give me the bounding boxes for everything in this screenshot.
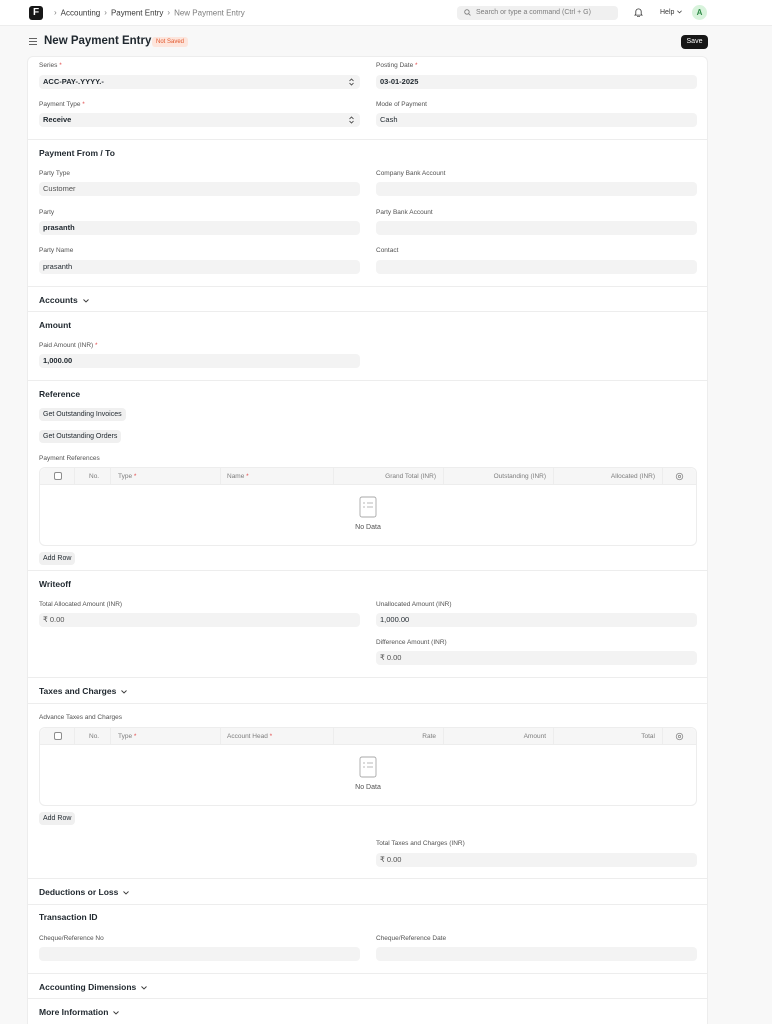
party-type-field[interactable]: Customer (39, 182, 360, 196)
paid-amount-field[interactable]: 1,000.00 (39, 354, 360, 368)
cheque-date-label: Cheque/Reference Date (376, 935, 447, 942)
difference-label: Difference Amount (INR) (376, 639, 447, 646)
payment-type-select[interactable]: Receive (39, 113, 360, 127)
section-divider (28, 904, 707, 905)
col-grand-total: Grand Total (INR) (385, 473, 436, 480)
col-no: No. (89, 473, 100, 480)
section-divider (28, 570, 707, 571)
chevron-down-icon (141, 986, 147, 990)
gear-icon[interactable] (675, 472, 684, 481)
col-total: Total (641, 733, 655, 740)
total-taxes-label: Total Taxes and Charges (INR) (376, 840, 465, 847)
get-outstanding-invoices-button[interactable]: Get Outstanding Invoices (39, 408, 126, 421)
section-divider (28, 139, 707, 140)
select-all-checkbox[interactable] (54, 732, 62, 740)
party-name-field[interactable]: prasanth (39, 260, 360, 274)
contact-label: Contact (376, 247, 399, 254)
advance-taxes-table (39, 727, 697, 806)
col-rate: Rate (422, 733, 436, 740)
breadcrumb (50, 8, 245, 17)
series-label: Series * (39, 62, 62, 69)
section-divider (28, 878, 707, 879)
company-bank-account-field[interactable] (376, 182, 697, 196)
section-divider (28, 998, 707, 999)
chevron-down-icon (121, 690, 127, 694)
breadcrumb-separator-icon: › (167, 8, 171, 18)
breadcrumb-payment-entry[interactable]: Payment Entry (110, 8, 164, 18)
breadcrumb-accounting[interactable]: Accounting (60, 8, 101, 18)
party-label: Party (39, 209, 55, 216)
party-bank-account-label: Party Bank Account (376, 209, 433, 216)
payment-references-table (39, 467, 697, 546)
payment-references-label: Payment References (39, 455, 100, 462)
search-placeholder: Search or type a command (Ctrl + G) (476, 9, 591, 16)
mode-of-payment-label: Mode of Payment (376, 101, 427, 108)
get-outstanding-orders-button[interactable]: Get Outstanding Orders (39, 430, 121, 443)
add-row-button[interactable]: Add Row (39, 552, 75, 565)
difference-field: ₹ 0.00 (376, 651, 697, 665)
breadcrumb-current: New Payment Entry (174, 8, 245, 18)
select-all-checkbox[interactable] (54, 472, 62, 480)
col-type: Type * (118, 473, 137, 480)
table-header (40, 468, 696, 485)
col-type: Type * (118, 733, 137, 740)
col-no: No. (89, 733, 100, 740)
cheque-date-field[interactable] (376, 947, 697, 961)
search-input[interactable] (457, 6, 618, 20)
section-divider (28, 677, 707, 678)
save-button[interactable]: Save (681, 35, 708, 49)
party-field[interactable]: prasanth (39, 221, 360, 235)
paid-amount-label: Paid Amount (INR) * (39, 342, 98, 349)
col-outstanding: Outstanding (INR) (493, 473, 546, 480)
unallocated-field: 1,000.00 (376, 613, 697, 627)
empty-table-icon (359, 496, 377, 518)
series-select[interactable]: ACC-PAY-.YYYY.- (39, 75, 360, 89)
avatar[interactable]: A (692, 5, 707, 20)
search-icon (464, 9, 471, 16)
empty-table-icon (359, 756, 377, 778)
mode-of-payment-field[interactable]: Cash (376, 113, 697, 127)
writeoff-heading: Writeoff (39, 579, 71, 589)
help-dropdown[interactable] (660, 9, 682, 16)
transaction-id-heading: Transaction ID (39, 912, 98, 922)
col-name: Name * (227, 473, 249, 480)
navbar (0, 0, 772, 26)
form-card (27, 56, 708, 1024)
total-allocated-label: Total Allocated Amount (INR) (39, 601, 123, 608)
page-head (0, 26, 772, 56)
col-amount: Amount (523, 733, 546, 740)
section-divider (28, 286, 707, 287)
select-caret-icon (349, 78, 354, 86)
party-bank-account-field[interactable] (376, 221, 697, 235)
reference-heading: Reference (39, 389, 81, 399)
taxes-section-toggle[interactable]: Taxes and Charges (39, 686, 127, 696)
accounting-dimensions-toggle[interactable]: Accounting Dimensions (39, 982, 147, 992)
more-information-toggle[interactable]: More Information (39, 1007, 119, 1017)
app-logo[interactable]: F (29, 6, 43, 20)
company-bank-account-label: Company Bank Account (376, 170, 446, 177)
advance-taxes-label: Advance Taxes and Charges (39, 714, 122, 721)
chevron-down-icon (83, 299, 89, 303)
total-taxes-field: ₹ 0.00 (376, 853, 697, 867)
add-row-button[interactable]: Add Row (39, 812, 75, 825)
cheque-no-label: Cheque/Reference No (39, 935, 104, 942)
payment-from-to-heading: Payment From / To (39, 148, 115, 158)
payment-type-label: Payment Type * (39, 101, 85, 108)
gear-icon[interactable] (675, 732, 684, 741)
table-header (40, 728, 696, 745)
cheque-no-field[interactable] (39, 947, 360, 961)
page-title: New Payment Entry (44, 35, 152, 47)
notification-bell-icon[interactable] (634, 7, 643, 17)
unallocated-label: Unallocated Amount (INR) (376, 601, 452, 608)
posting-date-label: Posting Date * (376, 62, 418, 69)
help-label: Help (660, 9, 675, 16)
amount-heading: Amount (39, 320, 72, 330)
select-caret-icon (349, 116, 354, 124)
accounts-section-toggle[interactable]: Accounts (39, 295, 89, 305)
party-name-label: Party Name (39, 247, 74, 254)
section-divider (28, 973, 707, 974)
chevron-down-icon (677, 10, 682, 14)
party-type-label: Party Type (39, 170, 70, 177)
section-divider (28, 703, 707, 704)
chevron-down-icon (123, 891, 129, 895)
col-account-head: Account Head * (227, 733, 273, 740)
empty-state-text: No Data (355, 784, 381, 791)
empty-state-text: No Data (355, 524, 381, 531)
section-divider (28, 311, 707, 312)
breadcrumb-separator-icon: › (54, 8, 57, 18)
status-badge: Not Saved (152, 37, 188, 47)
section-divider (28, 380, 707, 381)
total-allocated-field: ₹ 0.00 (39, 613, 360, 627)
chevron-down-icon (113, 1011, 119, 1015)
col-allocated: Allocated (INR) (610, 473, 655, 480)
sidebar-toggle-icon[interactable] (29, 38, 37, 45)
breadcrumb-separator-icon: › (104, 8, 107, 18)
deductions-section-toggle[interactable]: Deductions or Loss (39, 887, 129, 897)
posting-date-field[interactable]: 03-01-2025 (376, 75, 697, 89)
contact-field[interactable] (376, 260, 697, 274)
